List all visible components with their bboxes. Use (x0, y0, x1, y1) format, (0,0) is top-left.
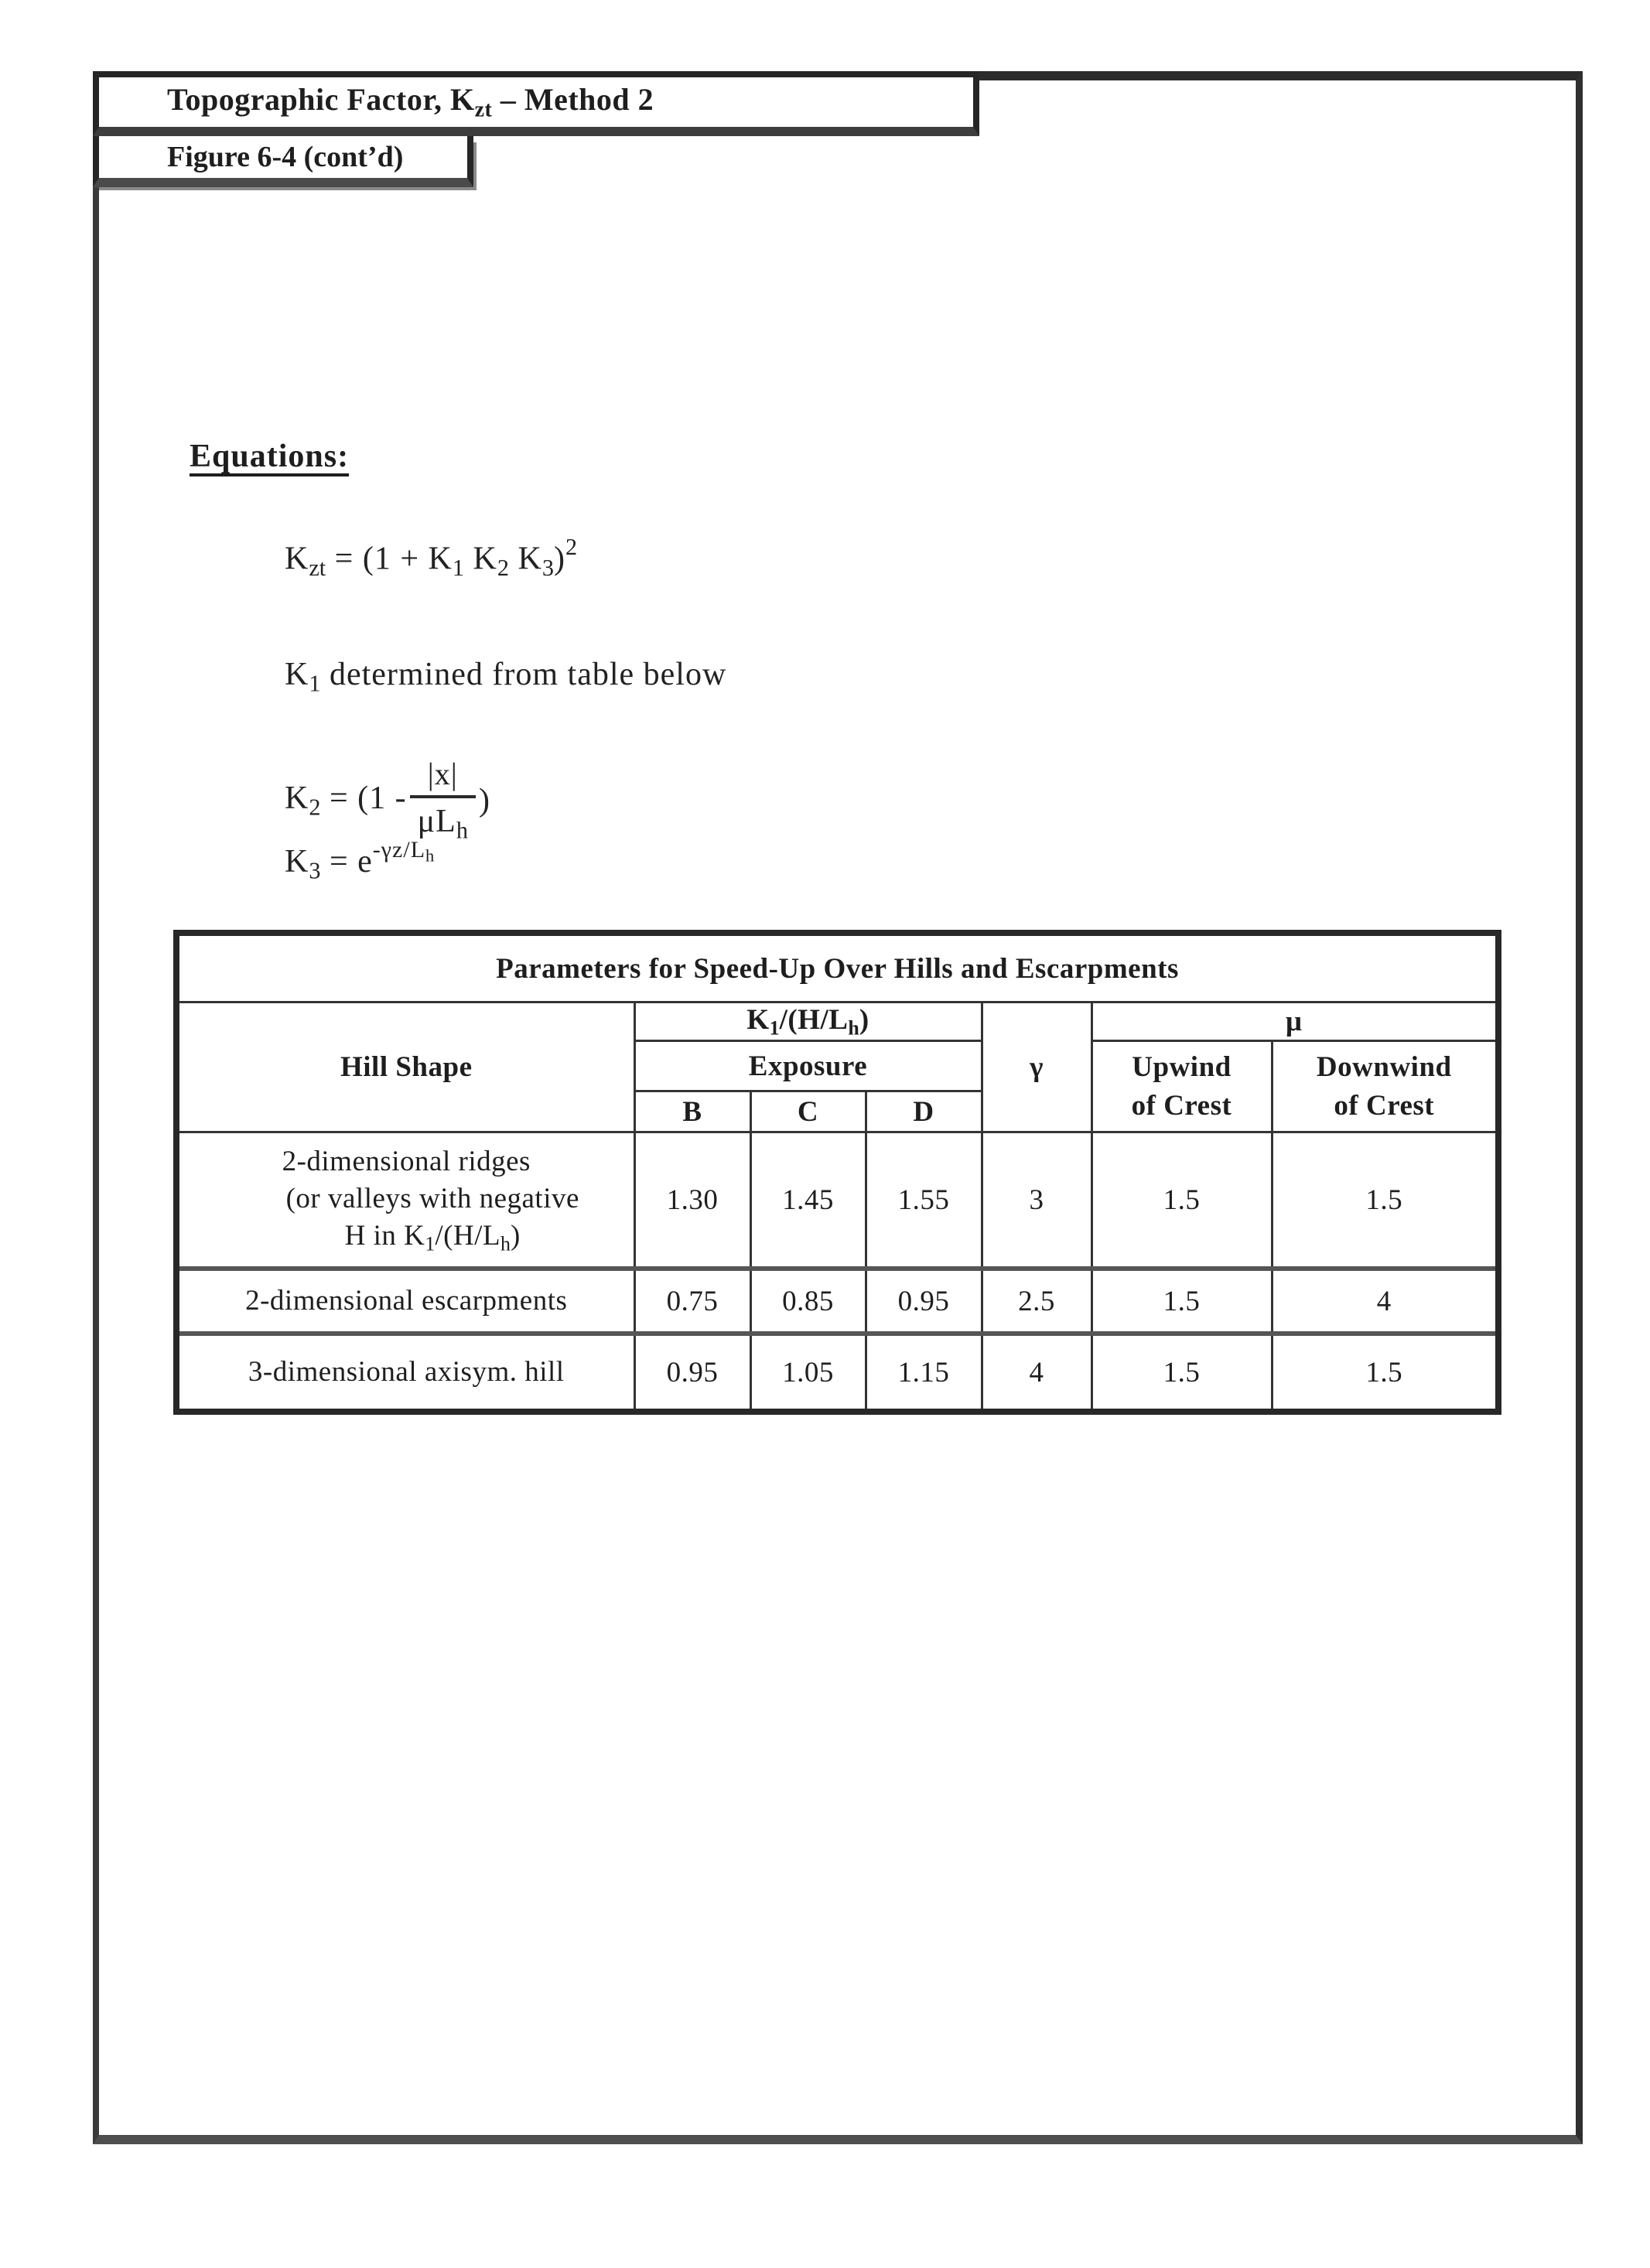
page-title-suffix: – Method 2 (492, 82, 654, 118)
eq-k2-close-paren: ) (478, 782, 490, 818)
cell-axisym-d: 1.15 (866, 1334, 982, 1412)
table-row-ridges (176, 1132, 1498, 1269)
header-k1-p0: K (746, 1004, 770, 1036)
cell-ridges-c: 1.45 (750, 1132, 866, 1269)
header-k1-p2: ) (859, 1004, 869, 1036)
cell-axisym-upwind: 1.5 (1091, 1334, 1272, 1412)
header-downwind-line1: Downwind (1316, 1050, 1452, 1083)
equations-heading: Equations: (190, 439, 350, 474)
header-exposure-c: C (750, 1091, 866, 1132)
eq-kzt-k1: K (428, 541, 453, 577)
figure-label: Figure 6-4 (cont’d) (167, 141, 404, 173)
cell-ridges-formula-s0: 1 (425, 1232, 436, 1255)
eq-k2-fraction (410, 757, 476, 844)
cell-ridges-shape (176, 1132, 634, 1269)
cell-escarpments-downwind: 4 (1272, 1269, 1498, 1334)
fraction-denominator-sub: h (456, 817, 468, 844)
eq-k3-exponent-base: -γz/L (372, 837, 426, 862)
cell-escarpments-shape: 2-dimensional escarpments (176, 1269, 634, 1334)
header-k1-s1: h (848, 1016, 859, 1040)
eq-k2-equals: = (1 - (320, 780, 407, 816)
figure-badge (93, 136, 473, 187)
eq-k2-sub: 2 (309, 794, 321, 821)
equation-kzt (285, 534, 577, 582)
table-title-row (176, 933, 1498, 1002)
cell-axisym-b: 0.95 (634, 1334, 750, 1412)
eq-k2-lead (285, 780, 407, 821)
header-mu: μ (1091, 1002, 1498, 1041)
eq-kzt-k1-sub: 1 (452, 555, 464, 582)
eq-kzt-k3-sub: 3 (541, 555, 554, 582)
cell-escarpments-c: 0.85 (750, 1269, 866, 1334)
eq-kzt-exponent: 2 (565, 534, 578, 560)
cell-ridges-formula-p0: H in K (344, 1219, 425, 1252)
cell-ridges-formula-p2: ) (511, 1219, 521, 1252)
header-exposure-d: D (866, 1091, 982, 1132)
title-bar (93, 71, 979, 136)
eq-k3-k: K (285, 844, 309, 880)
eq-k1-text: determined from table below (320, 657, 727, 692)
eq-kzt-sub: zt (309, 555, 326, 582)
eq-kzt-equals: = (1 + (326, 541, 429, 577)
table-header-row-1 (176, 1002, 1498, 1041)
cell-ridges-b: 1.30 (634, 1132, 750, 1269)
header-gamma: γ (982, 1002, 1091, 1132)
header-downwind-line2: of Crest (1334, 1089, 1435, 1122)
eq-k3-base: = e (320, 844, 373, 880)
header-k1-s0: 1 (769, 1016, 780, 1040)
cell-axisym-c: 1.05 (750, 1334, 866, 1412)
cell-ridges-d: 1.55 (866, 1132, 982, 1269)
cell-escarpments-b: 0.75 (634, 1269, 750, 1334)
page-title-subscript: zt (474, 97, 493, 122)
eq-k1-sub: 1 (309, 670, 321, 697)
page-title (167, 81, 654, 122)
header-exposure: Exposure (634, 1041, 982, 1091)
parameters-table (173, 930, 1501, 1415)
header-upwind (1091, 1041, 1272, 1132)
eq-kzt-k2-sub: 2 (497, 555, 509, 582)
table-row-axisym-hill (176, 1334, 1498, 1412)
cell-axisym-gamma: 4 (982, 1334, 1091, 1412)
cell-axisym-downwind: 1.5 (1272, 1334, 1498, 1412)
cell-axisym-shape: 3-dimensional axisym. hill (176, 1334, 634, 1412)
header-upwind-line1: Upwind (1132, 1050, 1232, 1083)
cell-ridges-shape-line3 (179, 1218, 634, 1257)
cell-ridges-downwind: 1.5 (1272, 1132, 1498, 1269)
cell-ridges-upwind: 1.5 (1091, 1132, 1272, 1269)
eq-kzt-close-paren: ) (553, 541, 565, 577)
fraction-denominator-base: μL (417, 804, 456, 839)
cell-escarpments-upwind: 1.5 (1091, 1269, 1272, 1334)
cell-ridges-shape-line1: 2-dimensional ridges (282, 1145, 531, 1177)
eq-kzt-k3: K (508, 541, 542, 577)
header-downwind (1272, 1041, 1498, 1132)
eq-k3-sub: 3 (309, 857, 321, 884)
equation-k2 (285, 757, 490, 844)
eq-k1-k: K (285, 657, 309, 692)
header-k1-ratio (634, 1002, 982, 1041)
cell-escarpments-gamma: 2.5 (982, 1269, 1091, 1334)
eq-kzt-k2: K (464, 541, 497, 577)
cell-ridges-formula-s1: h (500, 1232, 511, 1255)
cell-ridges-shape-line2: (or valleys with negative (285, 1182, 579, 1214)
table-row-escarpments (176, 1269, 1498, 1334)
header-upwind-line2: of Crest (1131, 1089, 1232, 1122)
equation-k1-note (285, 656, 726, 697)
equation-k3 (285, 837, 435, 884)
eq-k3-exponent-sub: h (425, 845, 435, 866)
cell-ridges-formula-p1: /(H/L (435, 1219, 501, 1252)
header-hill-shape: Hill Shape (176, 1002, 634, 1132)
header-exposure-b: B (634, 1091, 750, 1132)
eq-kzt-k: K (285, 541, 309, 577)
fraction-numerator: |x| (427, 757, 458, 791)
cell-ridges-gamma: 3 (982, 1132, 1091, 1269)
eq-k2-k: K (285, 780, 309, 816)
eq-k3-exponent (372, 837, 435, 866)
page-title-text: Topographic Factor, K (167, 82, 475, 118)
cell-escarpments-d: 0.95 (866, 1269, 982, 1334)
header-k1-p1: /(H/L (779, 1004, 849, 1036)
table-title: Parameters for Speed-Up Over Hills and Escarpments (176, 933, 1498, 1002)
